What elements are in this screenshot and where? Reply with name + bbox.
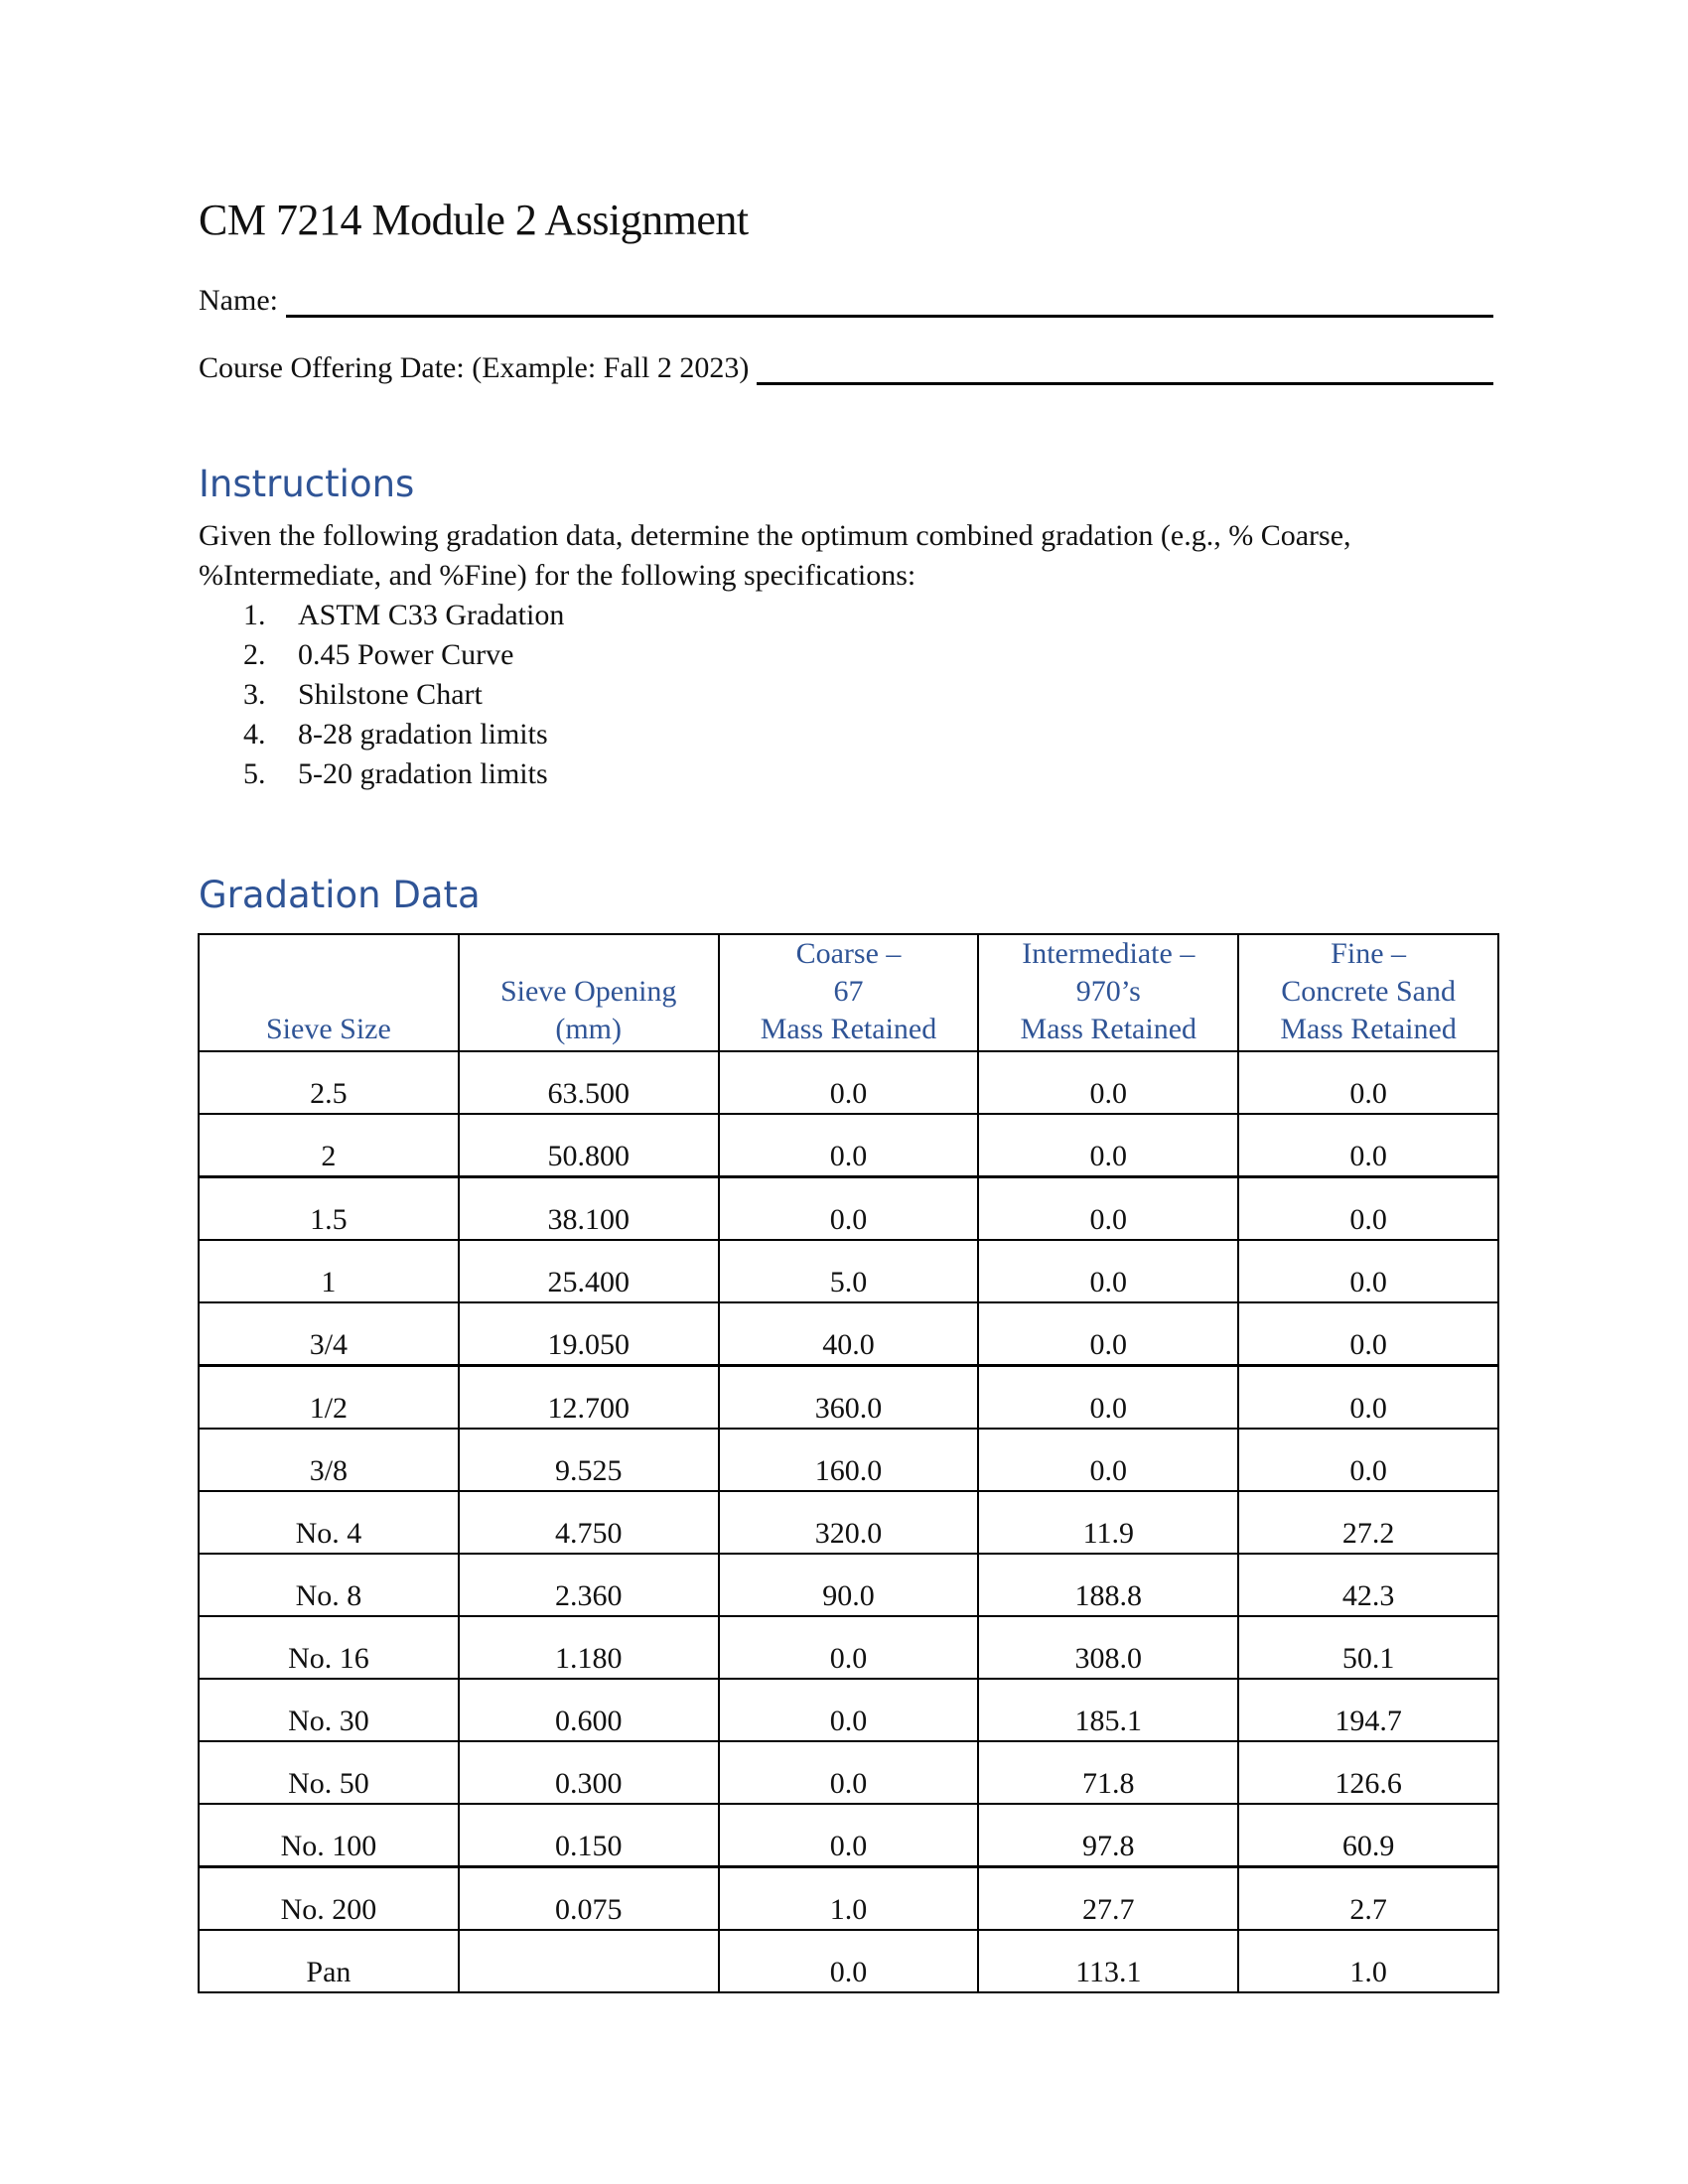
list-item-number: 4. — [243, 718, 266, 751]
table-row — [199, 1804, 1498, 1867]
cell-coarse-mass: 5.0 — [719, 1240, 979, 1302]
cell-coarse-mass: 0.0 — [719, 1930, 979, 1992]
cell-sieve-size: 2.5 — [199, 1051, 459, 1114]
column-header-sieve-opening: Sieve Opening (mm) — [459, 934, 719, 1051]
cell-coarse-mass: 360.0 — [719, 1366, 979, 1430]
column-header-sieve-size: Sieve Size — [199, 934, 459, 1051]
list-item-text: 8-28 gradation limits — [298, 718, 548, 751]
cell-coarse-mass: 0.0 — [719, 1741, 979, 1804]
cell-sieve-opening: 63.500 — [459, 1051, 719, 1114]
cell-coarse-mass: 160.0 — [719, 1429, 979, 1491]
cell-sieve-opening: 9.525 — [459, 1429, 719, 1491]
cell-coarse-mass: 320.0 — [719, 1491, 979, 1554]
list-item — [243, 754, 564, 794]
cell-fine-mass: 194.7 — [1238, 1679, 1498, 1741]
cell-intermediate-mass: 27.7 — [978, 1867, 1238, 1931]
cell-sieve-size: 1.5 — [199, 1177, 459, 1241]
table-row — [199, 1429, 1498, 1491]
cell-fine-mass: 0.0 — [1238, 1302, 1498, 1366]
cell-sieve-size: 1 — [199, 1240, 459, 1302]
table-row — [199, 1302, 1498, 1366]
cell-fine-mass: 27.2 — [1238, 1491, 1498, 1554]
cell-intermediate-mass: 113.1 — [978, 1930, 1238, 1992]
cell-coarse-mass: 0.0 — [719, 1804, 979, 1867]
cell-sieve-opening: 38.100 — [459, 1177, 719, 1241]
table-row — [199, 1366, 1498, 1430]
cell-fine-mass: 0.0 — [1238, 1051, 1498, 1114]
table-row — [199, 1554, 1498, 1616]
list-item-number: 3. — [243, 678, 266, 711]
table-row — [199, 1491, 1498, 1554]
table-header-row — [199, 934, 1498, 1051]
specifications-list — [243, 596, 564, 794]
cell-fine-mass: 0.0 — [1238, 1177, 1498, 1241]
list-item — [243, 635, 564, 675]
cell-sieve-opening: 19.050 — [459, 1302, 719, 1366]
cell-sieve-opening — [459, 1930, 719, 1992]
table-row — [199, 1051, 1498, 1114]
cell-intermediate-mass: 11.9 — [978, 1491, 1238, 1554]
cell-intermediate-mass: 71.8 — [978, 1741, 1238, 1804]
cell-sieve-opening: 12.700 — [459, 1366, 719, 1430]
cell-sieve-size: No. 8 — [199, 1554, 459, 1616]
list-item — [243, 596, 564, 635]
cell-intermediate-mass: 97.8 — [978, 1804, 1238, 1867]
list-item-number: 2. — [243, 638, 266, 671]
instructions-paragraph: Given the following gradation data, determine the optimum combined gradation (e.g., % Coarse, %Intermediate, and %Fine) for the following specifications: — [199, 519, 1351, 592]
cell-coarse-mass: 40.0 — [719, 1302, 979, 1366]
gradation-data-heading: Gradation Data — [199, 874, 481, 916]
cell-fine-mass: 50.1 — [1238, 1616, 1498, 1679]
cell-sieve-size: 2 — [199, 1114, 459, 1177]
list-item — [243, 715, 564, 754]
list-item-number: 1. — [243, 599, 266, 631]
cell-intermediate-mass: 308.0 — [978, 1616, 1238, 1679]
cell-intermediate-mass: 185.1 — [978, 1679, 1238, 1741]
list-item-text: 0.45 Power Curve — [298, 638, 514, 671]
cell-fine-mass: 0.0 — [1238, 1240, 1498, 1302]
cell-coarse-mass: 0.0 — [719, 1177, 979, 1241]
table-row — [199, 1679, 1498, 1741]
course-date-field-row — [199, 351, 1493, 385]
cell-intermediate-mass: 0.0 — [978, 1051, 1238, 1114]
document-title: CM 7214 Module 2 Assignment — [199, 196, 749, 244]
cell-coarse-mass: 0.0 — [719, 1114, 979, 1177]
column-header-fine: Fine – Concrete Sand Mass Retained — [1238, 934, 1498, 1051]
gradation-table-body — [199, 1051, 1498, 1992]
cell-sieve-size: 3/4 — [199, 1302, 459, 1366]
cell-sieve-size: No. 50 — [199, 1741, 459, 1804]
list-item-text: ASTM C33 Gradation — [298, 599, 565, 631]
cell-sieve-size: No. 200 — [199, 1867, 459, 1931]
cell-fine-mass: 0.0 — [1238, 1366, 1498, 1430]
cell-intermediate-mass: 0.0 — [978, 1177, 1238, 1241]
cell-coarse-mass: 0.0 — [719, 1679, 979, 1741]
cell-sieve-opening: 0.150 — [459, 1804, 719, 1867]
name-label: Name: — [199, 284, 278, 317]
cell-intermediate-mass: 0.0 — [978, 1429, 1238, 1491]
cell-intermediate-mass: 0.0 — [978, 1366, 1238, 1430]
cell-sieve-opening: 0.075 — [459, 1867, 719, 1931]
cell-coarse-mass: 1.0 — [719, 1867, 979, 1931]
cell-fine-mass: 42.3 — [1238, 1554, 1498, 1616]
table-row — [199, 1741, 1498, 1804]
cell-intermediate-mass: 0.0 — [978, 1114, 1238, 1177]
cell-coarse-mass: 0.0 — [719, 1051, 979, 1114]
list-item — [243, 675, 564, 715]
cell-sieve-size: No. 16 — [199, 1616, 459, 1679]
list-item-text: 5-20 gradation limits — [298, 757, 548, 790]
cell-coarse-mass: 90.0 — [719, 1554, 979, 1616]
column-header-intermediate: Intermediate – 970’s Mass Retained — [978, 934, 1238, 1051]
table-row — [199, 1930, 1498, 1992]
course-date-field[interactable] — [757, 352, 1493, 385]
table-row — [199, 1240, 1498, 1302]
cell-fine-mass: 60.9 — [1238, 1804, 1498, 1867]
cell-sieve-opening: 50.800 — [459, 1114, 719, 1177]
cell-sieve-opening: 0.600 — [459, 1679, 719, 1741]
cell-intermediate-mass: 0.0 — [978, 1302, 1238, 1366]
course-date-label: Course Offering Date: (Example: Fall 2 2023) — [199, 351, 750, 384]
cell-sieve-opening: 25.400 — [459, 1240, 719, 1302]
list-item-text: Shilstone Chart — [298, 678, 483, 711]
cell-sieve-size: No. 100 — [199, 1804, 459, 1867]
table-row — [199, 1177, 1498, 1241]
table-row — [199, 1867, 1498, 1931]
cell-fine-mass: 0.0 — [1238, 1429, 1498, 1491]
table-row — [199, 1114, 1498, 1177]
cell-sieve-size: 1/2 — [199, 1366, 459, 1430]
cell-fine-mass: 1.0 — [1238, 1930, 1498, 1992]
cell-intermediate-mass: 0.0 — [978, 1240, 1238, 1302]
cell-sieve-size: No. 30 — [199, 1679, 459, 1741]
cell-sieve-size: No. 4 — [199, 1491, 459, 1554]
instructions-heading: Instructions — [199, 463, 415, 505]
cell-sieve-opening: 2.360 — [459, 1554, 719, 1616]
cell-fine-mass: 126.6 — [1238, 1741, 1498, 1804]
cell-fine-mass: 0.0 — [1238, 1114, 1498, 1177]
gradation-table — [198, 933, 1499, 1993]
cell-coarse-mass: 0.0 — [719, 1616, 979, 1679]
cell-sieve-opening: 1.180 — [459, 1616, 719, 1679]
cell-sieve-opening: 4.750 — [459, 1491, 719, 1554]
column-header-coarse: Coarse – 67 Mass Retained — [719, 934, 979, 1051]
cell-fine-mass: 2.7 — [1238, 1867, 1498, 1931]
name-field[interactable] — [286, 285, 1493, 318]
table-row — [199, 1616, 1498, 1679]
cell-sieve-opening: 0.300 — [459, 1741, 719, 1804]
name-field-row — [199, 284, 1493, 318]
list-item-number: 5. — [243, 757, 266, 790]
cell-sieve-size: 3/8 — [199, 1429, 459, 1491]
cell-intermediate-mass: 188.8 — [978, 1554, 1238, 1616]
cell-sieve-size: Pan — [199, 1930, 459, 1992]
